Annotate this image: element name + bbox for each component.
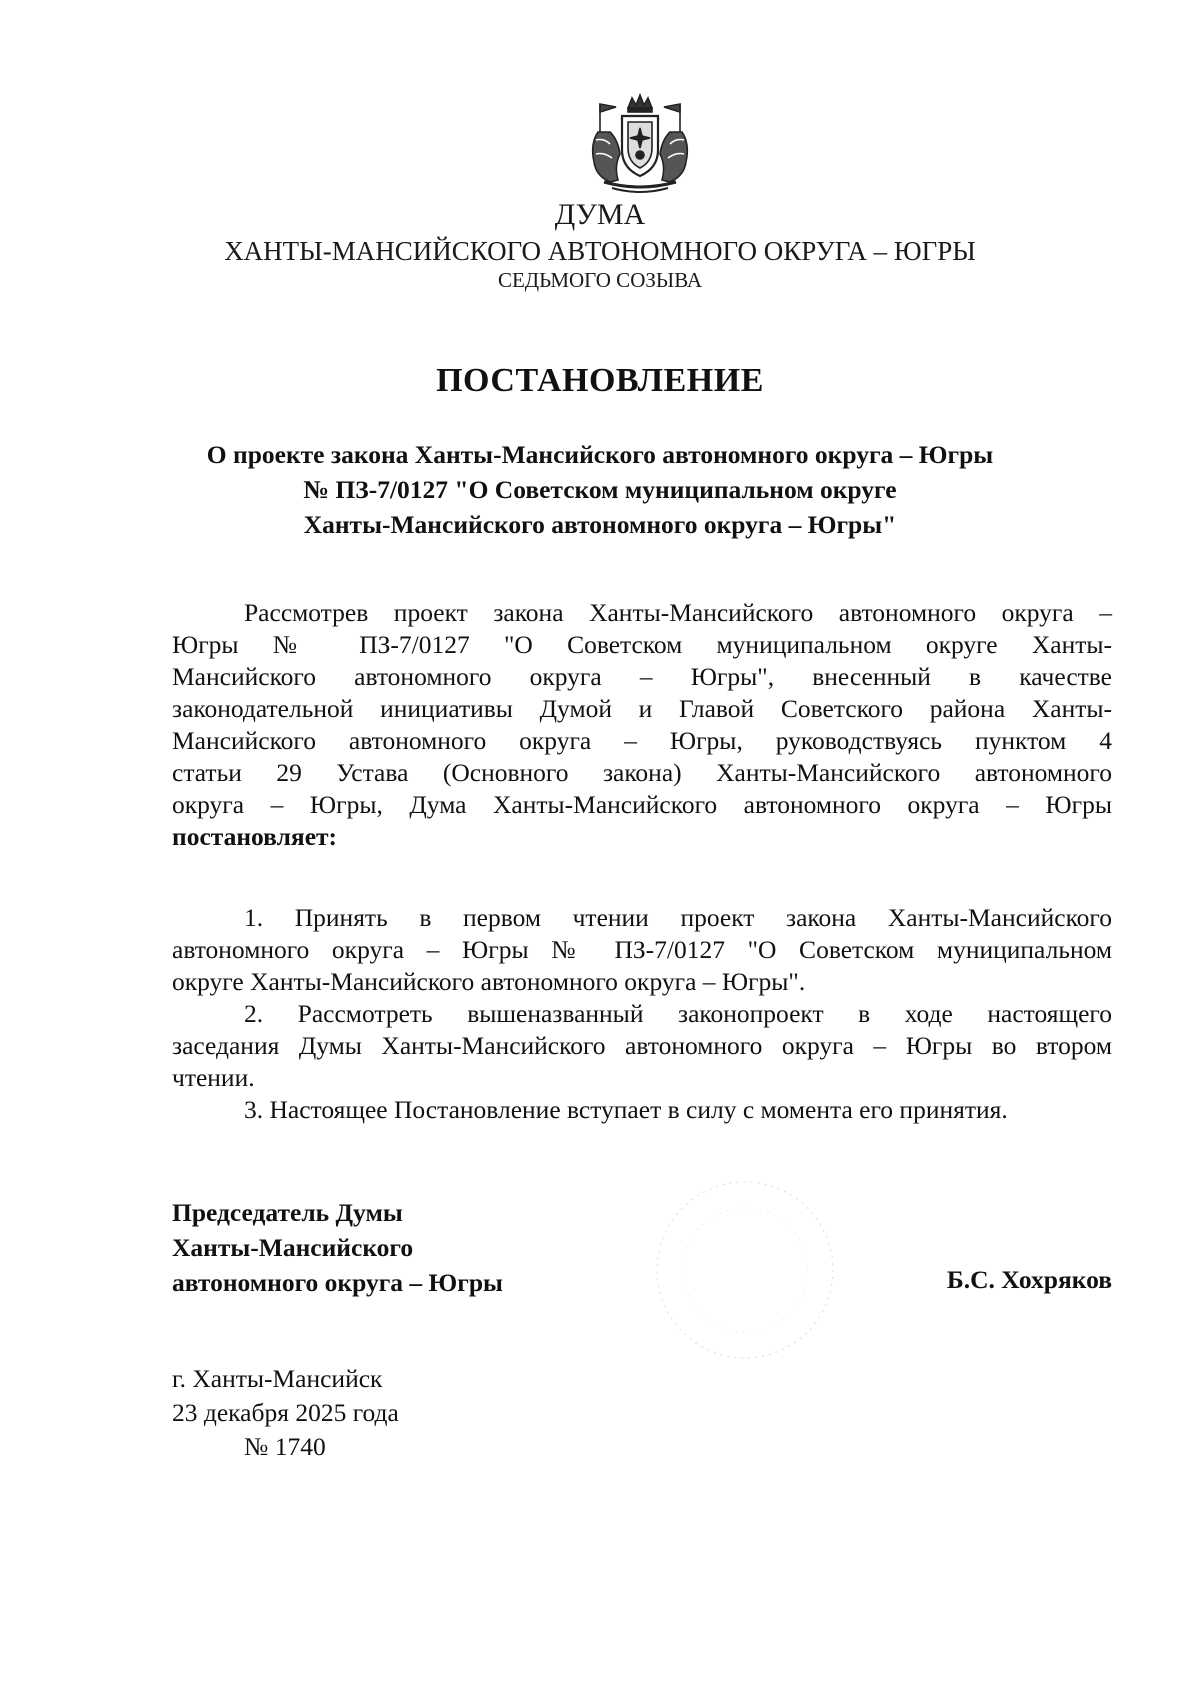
- signatory-line: Ханты-Мансийского: [172, 1233, 414, 1262]
- item-1-line: 1. Принять в первом чтении проект закона Ханты-Мансийского: [244, 903, 1112, 932]
- preamble-paragraph: [172, 597, 1112, 853]
- signatory-line: автономного округа – Югры: [172, 1268, 503, 1297]
- subject-line: № ПЗ-7/0127 "О Советском муниципальном округе: [303, 475, 897, 504]
- resolves-word: постановляет:: [172, 822, 338, 851]
- preamble-line: статьи 29 Устава (Основного закона) Ханты-Мансийского автономного: [172, 758, 1112, 787]
- preamble-line: законодательной инициативы Думой и Главой Советского района Ханты-: [172, 694, 1112, 723]
- item-1-line: округе Ханты-Мансийского автономного округа – Югры".: [172, 967, 806, 996]
- issue-details: [172, 1362, 399, 1464]
- signatory-line: Председатель Думы: [172, 1198, 403, 1227]
- preamble-line: округа – Югры, Дума Ханты-Мансийского автономного округа – Югры: [172, 790, 1112, 819]
- duma-heading: ДУМА: [554, 198, 646, 231]
- item-1-line: автономного округа – Югры № ПЗ-7/0127 "О Советском муниципальном: [172, 935, 1112, 964]
- subject-line: Ханты-Мансийского автономного округа – Югры": [303, 510, 897, 539]
- coat-of-arms-icon: [582, 92, 698, 196]
- preamble-line: Мансийского автономного округа – Югры", внесенный в качестве: [172, 662, 1112, 691]
- item-2-line: чтении.: [172, 1063, 255, 1092]
- stamp-mark-icon: [650, 1175, 840, 1365]
- subject-line: О проекте закона Ханты-Мансийского автономного округа – Югры: [206, 440, 994, 469]
- document-number: № 1740: [244, 1432, 326, 1461]
- signatory-name: Б.С. Хохряков: [946, 1265, 1112, 1294]
- item-3-line: 3. Настоящее Постановление вступает в силу с момента его принятия.: [244, 1095, 1008, 1124]
- item-2-line: 2. Рассмотреть вышеназванный законопроект в ходе настоящего: [244, 999, 1112, 1028]
- preamble-line: Рассмотрев проект закона Ханты-Мансийского автономного округа –: [244, 598, 1112, 627]
- convocation-heading: СЕДЬМОГО СОЗЫВА: [497, 268, 703, 292]
- region-heading: ХАНТЫ-МАНСИЙСКОГО АВТОНОМНОГО ОКРУГА – ЮГРЫ: [224, 236, 976, 266]
- document-type-title: ПОСТАНОВЛЕНИЕ: [436, 362, 764, 399]
- preamble-line: Мансийского автономного округа – Югры, руководствуясь пунктом 4: [172, 726, 1112, 755]
- item-2-line: заседания Думы Ханты-Мансийского автономного округа – Югры во втором: [172, 1031, 1112, 1060]
- signatory-position: [172, 1195, 503, 1300]
- resolution-items: [172, 902, 1112, 1126]
- resolution-subject: [0, 437, 1200, 542]
- issue-place: г. Ханты-Мансийск: [172, 1364, 383, 1393]
- preamble-line: Югры № ПЗ-7/0127 "О Советском муниципальном округе Ханты-: [172, 630, 1112, 659]
- issue-date: 23 декабря 2025 года: [172, 1398, 399, 1427]
